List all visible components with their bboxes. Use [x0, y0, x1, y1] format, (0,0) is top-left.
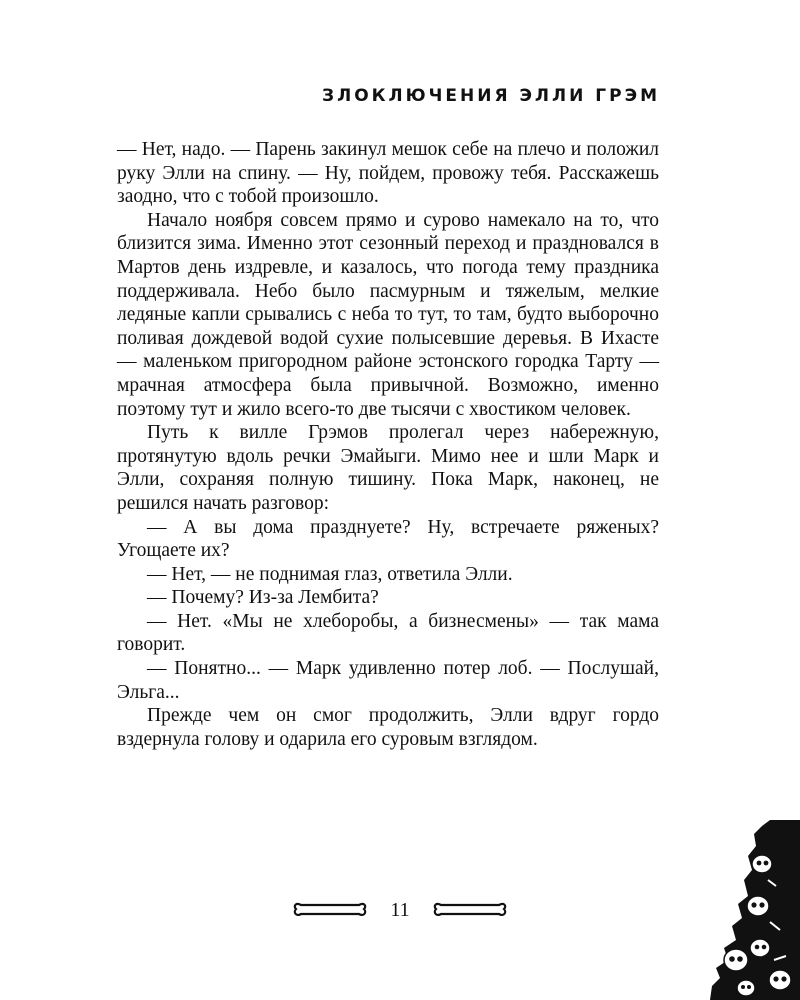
dialogue-line-1: — А вы дома празднуете? Ну, встречаете ряженых? Угощаете их?	[117, 516, 659, 562]
paragraph-final: Прежде чем он смог продолжить, Элли вдруг гордо вздернула голову и одарила его суровым взглядом.	[117, 705, 659, 750]
bone-ornament-left-icon	[293, 901, 367, 919]
bone-ornament-right-icon	[433, 901, 507, 919]
dialogue-line-2: — Нет, — не поднимая глаз, ответила Элли.	[147, 563, 513, 585]
dialogue-line-4: — Нет. «Мы не хлеборобы, а бизнесмены» — так мама говорит.	[117, 610, 659, 656]
paragraph-1: — Нет, надо. — Парень закинул мешок себе на плечо и положил руку Элли на спину. — Ну, пойдем, провожу тебя. Расскажешь заодно, что с тобой произошло.	[117, 139, 659, 208]
dialogue-line-3: — Почему? Из-за Лембита?	[147, 587, 379, 609]
body-text	[117, 138, 659, 751]
paragraph-2: Начало ноября совсем прямо и сурово намекало на то, что близится зима. Именно этот сезонный переход и праздновался в Мартов день издревле, и казалось, что погода тему праздника поддерживала. Небо было пасмурным и тяжелым, мелкие ледяные капли срывались с неба то тут, то там, будто выборочно поливая дождевой водой сухие полысевшие деревья. В Ихасте — маленьком пригородном районе эстонского городка Тарту — мрачная атмосфера была привычной. Возможно, именно поэтому тут и жило всего-то две тысячи с хвостиком человек.	[117, 209, 659, 420]
running-title: ЗЛОКЛЮЧЕНИЯ ЭЛЛИ ГРЭМ	[322, 86, 660, 106]
page-number: 11	[390, 898, 410, 921]
page-footer	[0, 898, 800, 922]
skull-corner-illustration-icon	[710, 820, 800, 1000]
paragraph-3: Путь к вилле Грэмов пролегал через набережную, протянутую вдоль речки Эмайыги. Мимо нее и шли Марк и Элли, сохраняя полную тишину. Пока Марк, наконец, не решился начать разговор:	[117, 422, 659, 514]
dialogue-line-5: — Понятно... — Марк удивленно потер лоб. — Послушай, Эльга...	[117, 658, 659, 703]
